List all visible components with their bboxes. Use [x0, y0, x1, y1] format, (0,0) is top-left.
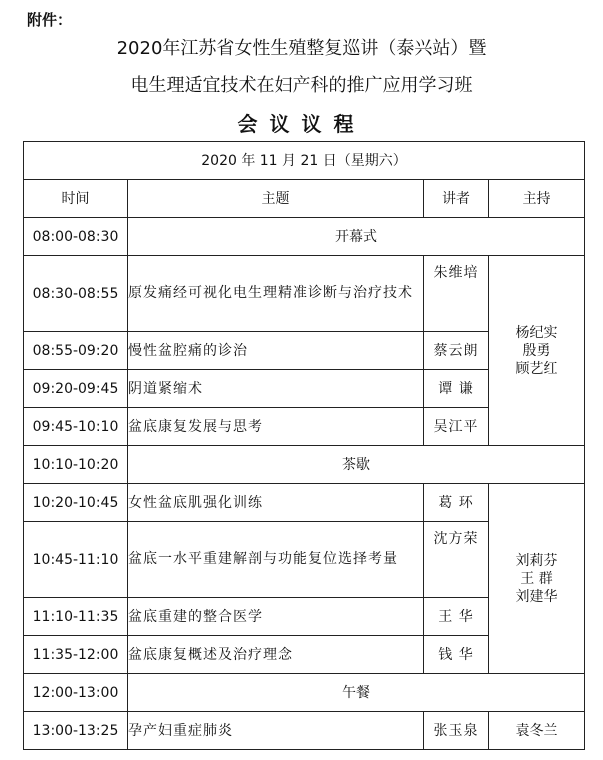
- date-row: [24, 142, 585, 180]
- col-topic: 主题: [128, 180, 424, 218]
- col-time: 时间: [24, 180, 128, 218]
- topic-cell: 原发痛经可视化电生理精准诊断与治疗技术: [128, 256, 424, 332]
- time-cell: 09:45-10:10: [24, 408, 128, 446]
- topic-cell: 慢性盆腔痛的诊治: [128, 332, 424, 370]
- time-cell: 12:00-13:00: [24, 674, 128, 712]
- speaker-cell: 吴江平: [424, 408, 489, 446]
- time-cell: 10:45-11:10: [24, 522, 128, 598]
- time-cell: 08:30-08:55: [24, 256, 128, 332]
- host-cell-block-2: [489, 484, 585, 674]
- speaker-cell: 蔡云朗: [424, 332, 489, 370]
- topic-cell: 女性盆底肌强化训练: [128, 484, 424, 522]
- speaker-cell: 王 华: [424, 598, 489, 636]
- time-cell: 11:10-11:35: [24, 598, 128, 636]
- topic-cell: 盆底一水平重建解剖与功能复位选择考量: [128, 522, 424, 598]
- time-cell: 10:10-10:20: [24, 446, 128, 484]
- topic-cell: 盆底康复发展与思考: [128, 408, 424, 446]
- attachment-label: 附件：: [27, 11, 73, 29]
- host-cell: 袁冬兰: [489, 712, 585, 750]
- time-cell: 09:20-09:45: [24, 370, 128, 408]
- time-cell: 13:00-13:25: [24, 712, 128, 750]
- table-row: [24, 256, 585, 332]
- time-cell: 08:00-08:30: [24, 218, 128, 256]
- topic-cell: 盆底康复概述及治疗理念: [128, 636, 424, 674]
- host-name: 顾艺红: [515, 360, 558, 377]
- event-cell: 午餐: [128, 674, 585, 712]
- speaker-cell: 朱维培: [424, 256, 489, 332]
- table-row: [24, 484, 585, 522]
- date-header: 2020 年 11 月 21 日（星期六）: [24, 142, 585, 180]
- speaker-cell: 谭 谦: [424, 370, 489, 408]
- host-name: 刘莉芬: [515, 552, 558, 569]
- col-speaker: 讲者: [424, 180, 489, 218]
- host-name: 杨纪实: [515, 324, 558, 341]
- agenda-table: [23, 141, 585, 750]
- speaker-cell: 沈方荣: [424, 522, 489, 598]
- event-cell: 开幕式: [128, 218, 585, 256]
- agenda-heading: 会议议程: [237, 112, 366, 136]
- host-name: 殷勇: [522, 342, 551, 359]
- speaker-cell: 钱 华: [424, 636, 489, 674]
- title-line-1: 2020年江苏省女性生殖整复巡讲（泰兴站）暨: [116, 38, 487, 59]
- time-cell: 10:20-10:45: [24, 484, 128, 522]
- topic-cell: 盆底重建的整合医学: [128, 598, 424, 636]
- column-header-row: [24, 180, 585, 218]
- table-row: [24, 712, 585, 750]
- speaker-cell: 葛 环: [424, 484, 489, 522]
- table-row: [24, 446, 585, 484]
- time-cell: 08:55-09:20: [24, 332, 128, 370]
- time-cell: 11:35-12:00: [24, 636, 128, 674]
- table-row: [24, 674, 585, 712]
- topic-cell: 阴道紧缩术: [128, 370, 424, 408]
- topic-cell: 孕产妇重症肺炎: [128, 712, 424, 750]
- speaker-cell: 张玉泉: [424, 712, 489, 750]
- title-line-2: 电生理适宜技术在妇产科的推广应用学习班: [130, 75, 473, 96]
- host-cell-block-1: [489, 256, 585, 446]
- col-host: 主持: [489, 180, 585, 218]
- event-cell: 茶歇: [128, 446, 585, 484]
- host-name: 刘建华: [515, 588, 558, 605]
- table-row: [24, 218, 585, 256]
- host-name: 王 群: [520, 570, 553, 587]
